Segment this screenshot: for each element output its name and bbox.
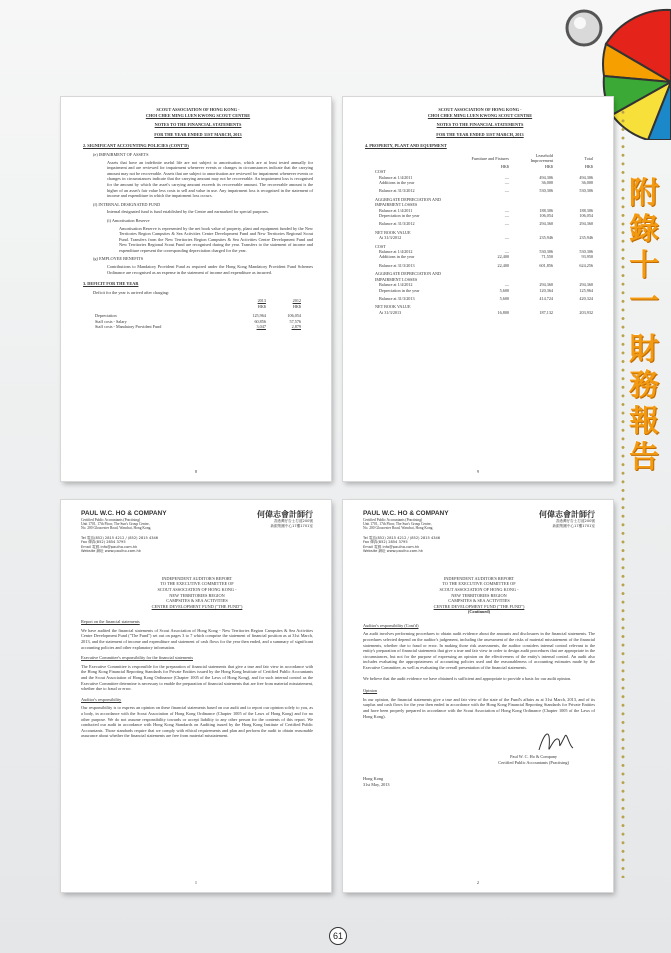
- table-row: Balance at 31/3/2012 — 530,306 530,306: [379, 188, 593, 194]
- table-row: Balance at 31/3/2012 — 294,360 294,360: [379, 221, 593, 227]
- table-row: Depreciation in the year 5,600 120,364 125,964: [379, 287, 593, 293]
- section-heading: Auditor's responsibility (Cont'd): [363, 622, 419, 628]
- page-heading: SCOUT ASSOCIATION OF HONG KONG -: [438, 107, 522, 112]
- page-number: 61: [329, 927, 347, 945]
- table-row: Additions in the year 22,400 71,550 93,950: [379, 254, 593, 260]
- table-row: Balance at 31/3/2013 22,400 601,856 624,256: [379, 262, 593, 268]
- section-heading: Auditor's responsibility: [81, 696, 122, 702]
- side-title-bottom: 財 務 報 告: [629, 332, 659, 475]
- section-heading: Executive Committee's responsibility for the financial statements: [81, 655, 193, 661]
- document-page-auditor-report-continued: PAUL W.C. HO & COMPANY Certified Public Accountants (Practising) Unit 1701, 17th Floor, The Sun's Group Centre, No. 200 Gloucester Road, Wanchai, Hong Kong. 何偉志會計師行 香港灣仔告士打道200號 新銀集團中心17樓1701室 Tel 電話(852) 2815 4212 / (852) 2815 4346 Fax 傳真(852) 2854 3795 Email 電郵 info@paulho.com.hk Website 網址 www.paulho.com.hk INDEPENDENT AUDITOR'S REPORT TO THE EXECUTIVE COMMITTEE OF SCOUT ASSOCIATION OF HONG KONG - NEW TERRITORIES REGION CAMPSITES & SEA ACTIVITIES CENTRE DEVELOPMENT FUND ("THE FUND") (Continued) Auditor's responsibility (Cont'd) An audit involves performing procedures to obtain audit evidence about the amounts and disclosures in the financial statements. The procedures selected depend on the auditor's judgement, including the assessment of the risks of material misstatement of the financial statements, whether due to fraud or error. In making those risk assessments, the auditor considers internal control relevant to the entity's preparation of financial statements that give a true and fair view in order to design audit procedures that are appropriate in the circumstances, but not for the purpose of expressing an opinion on the effectiveness of the entity's internal control. An audit also includes evaluating the appropriateness of accounting policies used and the reasonableness of accounting estimates made by the Executive Committee, as well as evaluating the overall presentation of the financial statements. We believe that the audit evidence we have obtained is sufficient and appropriate to provide a basis for our audit opinion. Opinion In our opinion, the financial statements give a true and fair view of the state of the Fund's affairs as at 31st March, 2013, and of its surplus and cash flows for the year then ended in accordance with the Hong Kong Financial Reporting Standards for Private Entities and have been properly prepared in accordance with the Scout Association of Hong Kong Ordinance (Chapter 1005 of the Laws of Hong Kong). Paul W. C. Ho & Company Certified Public Accountants (Practising) Hong Kong 31st May, 2013 2: [343, 500, 613, 892]
- document-page-ppe: SCOUT ASSOCIATION OF HONG KONG - CHOI CHEE MING LUEN KWONG SCOUT CENTRE NOTES TO THE FINANCIAL STATEMENTS FOR THE YEAR ENDED 31ST MARCH, 2013 4. PROPERTY, PLANT AND EQUIPMENT Furniture and Fixtures Leasehold Improvement Total HK$ HK$ HK$ COST Balance at 1/4/2011 — 494,306 494,306 Additions in the year — 36,000 36,000 Balance at 31/3/2012 — 530,306 530,306 AGGREGATE DEPRECIATION AND IMPAIRMENT LOSSES Balance at 1/4/2011 — 188,306 188,306 Depreciation in the year — 106,054 106,054 Balance at 31/3/2012 — 294,360 294,360 NET BOOK VALUE At 31/3/2012 — 235,946 235,946 COST Balance at 1/4/2012 — 530,306 530,306 Additions in the year 22,400 71,550 93,950 Balance at 31/3/2013 22,400 601,856 624,256 AGGREGATE DEPRECIATION AND IMPAIRMENT LOSSES Balance at 1/4/2012 — 294,360 294,360 Depreciation in the year 5,600 120,364 125,964 Balance at 31/3/2013 5,600 414,724 420,324 NET BOOK VALUE At 31/3/2013 16,800 187,132 203,932 9: [343, 97, 613, 481]
- table-row: Balance at 1/4/2012 — 530,306 530,306: [379, 249, 593, 255]
- page-footer-number: 9: [476, 469, 480, 475]
- contact-block: Tel 電話(852) 2815 4212 / (852) 2815 4346 Fax 傳真(852) 2854 3795 Email 電郵 info@paulho.com.hk Website 網址 www.paulho.com.hk: [81, 535, 159, 554]
- side-title-top: 附 錄 十 一: [629, 176, 659, 319]
- firm-name: PAUL W.C. HO & COMPANY: [81, 510, 167, 517]
- report-title: INDEPENDENT AUDITOR'S REPORT TO THE EXECUTIVE COMMITTEE OF SCOUT ASSOCIATION OF HONG KONG - NEW TERRITORIES REGION CAMPSITES & SEA ACTIVITIES CENTRE DEVELOPMENT FUND ("THE FUND"): [151, 575, 243, 609]
- table-row: Staff costs - Mandatory Provident Fund 3,047 2,879: [95, 324, 301, 330]
- deficit-table: 2013 2012 HK$ HK$ Depreciation 125,964 106,054 Staff costs - Salary 60,856 57,576 Staff costs - Mandatory Provident Fund 3,047 2,879: [95, 298, 301, 330]
- ppe-table: Furniture and Fixtures Leasehold Improvement Total HK$ HK$ HK$ COST Balance at 1/4/2011 — 494,306 494,306 Additions in the year — 36,000 36,000 Balance at 31/3/2012 — 530,306 530,306 AGGREGATE DEPRECIATION AND IMPAIRMENT LOSSES Balance at 1/4/2011 — 188,306 188,306 Depreciation in the year — 106,054 106,054 Balance at 31/3/2012 — 294,360 294,360 NET BOOK VALUE At 31/3/2012 — 235,946 235,946 COST Balance at 1/4/2012 — 530,306 530,306 Additions in the year 22,400 71,550 93,950 Balance at 31/3/2013 22,400 601,856 624,256 AGGREGATE DEPRECIATION AND IMPAIRMENT LOSSES Balance at 1/4/2012 — 294,360 294,360 Depreciation in the year 5,600 120,364 125,964 Balance at 31/3/2013 5,600 414,724 420,324 NET BOOK VALUE At 31/3/2013 16,800 187,132 203,932: [375, 152, 593, 315]
- table-row: Balance at 1/4/2011 — 188,306 188,306: [379, 207, 593, 213]
- page-footer-number: 1: [194, 880, 198, 886]
- table-row: NET BOOK VALUE: [375, 229, 411, 235]
- section-heading: 2. SIGNIFICANT ACCOUNTING POLICIES (CONT'D): [83, 143, 189, 149]
- firm-name-chinese: 何偉志會計師行: [257, 510, 313, 519]
- table-row: Balance at 1/4/2012 — 294,360 294,360: [379, 282, 593, 288]
- table-row: AGGREGATE DEPRECIATION AND IMPAIRMENT LOSSES: [375, 196, 442, 208]
- section-heading: Report on the financial statements: [81, 619, 140, 625]
- table-row: Depreciation 125,964 106,054: [95, 313, 301, 319]
- report-place-date: Hong Kong 31st May, 2013: [363, 776, 390, 787]
- page-footer-number: 2: [476, 880, 480, 886]
- table-row: NET BOOK VALUE: [375, 304, 411, 310]
- section-heading: Opinion: [363, 688, 378, 694]
- table-row: COST: [375, 169, 386, 175]
- dotted-divider: [619, 108, 627, 878]
- table-row: COST: [375, 243, 386, 249]
- page-footer-number: 8: [194, 469, 198, 475]
- firm-name-chinese: 何偉志會計師行: [539, 510, 595, 519]
- document-page-auditor-report: PAUL W.C. HO & COMPANY Certified Public Accountants (Practising) Unit 1701, 17th Floor, The Sun's Group Centre, No. 200 Gloucester Road, Wanchai, Hong Kong. 何偉志會計師行 香港灣仔告士打道200號 新銀集團中心17樓1701室 Tel 電話(852) 2815 4212 / (852) 2815 4346 Fax 傳真(852) 2854 3795 Email 電郵 info@paulho.com.hk Website 網址 www.paulho.com.hk INDEPENDENT AUDITOR'S REPORT TO THE EXECUTIVE COMMITTEE OF SCOUT ASSOCIATION OF HONG KONG - NEW TERRITORIES REGION CAMPSITES & SEA ACTIVITIES CENTRE DEVELOPMENT FUND ("THE FUND") Report on the financial statements We have audited the financial statements of Scout Association of Hong Kong - New Territories Region Campsites & Sea Activities Centre Development Fund ("The Fund") set out on pages 3 to 7 which comprise the statement of financial position as at 31st March, 2013, and the statement of income and expenditure and statement of cash flows for the year then ended, and a summary of significant accounting policies and other explanatory information. Executive Committee's responsibility for the financial statements The Executive Committee is responsible for the preparation of financial statements that give a true and fair view in accordance with the Hong Kong Financial Reporting Standards for Private Entities issued by the Hong Kong Institute of Certified Public Accountants and the Scout Association of Hong Kong Ordinance (Chapter 1005 of the Laws of Hong Kong), and for such internal control as the Executive Committee determine is necessary to enable the preparation of financial statements that are free from material misstatement, whether due to fraud or error. Auditor's responsibility Our responsibility is to express an opinion on these financial statements based on our audit and to report our opinion solely to you, as a body, in accordance with the Scout Association of Hong Kong Ordinance (Chapter 1005 of the Laws of Hong Kong) and for no other purpose. We do not assume responsibility towards or accept liability to any other person for the contents of this report. We conducted our audit in accordance with Hong Kong Standards on Auditing issued by the Hong Kong Institute of Certified Public Accountants. Those standards require that we comply with ethical requirements and plan and perform the audit to obtain reasonable assurance about whether the financial statements are free from material misstatement. 1: [61, 500, 331, 892]
- table-row: Staff costs - Salary 60,856 57,576: [95, 318, 301, 324]
- signature-mark: [535, 726, 575, 756]
- grey-ball-icon: [567, 11, 601, 45]
- report-title: INDEPENDENT AUDITOR'S REPORT TO THE EXECUTIVE COMMITTEE OF SCOUT ASSOCIATION OF HONG KONG - NEW TERRITORIES REGION CAMPSITES & SEA ACTIVITIES CENTRE DEVELOPMENT FUND ("THE FUND") (Continued): [433, 575, 525, 615]
- section-heading: 4. PROPERTY, PLANT AND EQUIPMENT: [365, 143, 447, 149]
- firm-name: PAUL W.C. HO & COMPANY: [363, 510, 449, 517]
- page-heading: SCOUT ASSOCIATION OF HONG KONG -: [156, 107, 240, 112]
- ppe-table-body: [373, 169, 595, 315]
- table-row: At 31/3/2013 16,800 187,132 203,932: [379, 309, 593, 315]
- section-heading: 3. DEFICIT FOR THE YEAR: [83, 281, 139, 287]
- contact-block: Tel 電話(852) 2815 4212 / (852) 2815 4346 Fax 傳真(852) 2854 3795 Email 電郵 info@paulho.com.hk Website 網址 www.paulho.com.hk: [363, 535, 441, 554]
- table-row: Additions in the year — 36,000 36,000: [379, 180, 593, 185]
- table-row: Depreciation in the year — 106,054 106,054: [379, 213, 593, 219]
- table-row: Balance at 31/3/2013 5,600 414,724 420,324: [379, 295, 593, 301]
- table-row: AGGREGATE DEPRECIATION AND IMPAIRMENT LOSSES: [375, 271, 442, 282]
- table-row: Balance at 1/4/2011 — 494,306 494,306: [379, 174, 593, 180]
- document-page-notes-policies: SCOUT ASSOCIATION OF HONG KONG - CHOI CHEE MING LUEN KWONG SCOUT CENTRE NOTES TO THE FINANCIAL STATEMENTS FOR THE YEAR ENDED 31ST MARCH, 2013 2. SIGNIFICANT ACCOUNTING POLICIES (CONT'D) (e) IMPAIRMENT OF ASSETS Assets that have an indefinite useful life are not subject to amortisation, which are at least tested annually for impairment and are reviewed for impairment whenever events or changes in circumstances indicate that the carrying amount may not be recoverable. Assets that are subject to amortisation are reviewed for impairment whenever events or changes in circumstances indicate that the carrying amount may not be recoverable. An impairment loss is recognised for the amount by which the asset's carrying amount exceeds its recoverable amount. The recoverable amount is the higher of an asset's fair value less costs to sell and value in use. Any impairment loss is recognised in the statement of income and expenditure in which the impairment loss occurs. (f) INTERNAL DESIGNATED FUND Internal designated fund is fund established by the Centre and earmarked for special purposes. (i) Amortisation Reserve Amortisation Reserve is represented by the net book value of property, plant and equipment funded by the New Territories Region Campsites & Sea Activities Centre Development Fund and New Territories Regional Scout Fund. Transfers from the New Territories Region Campsites & Sea Activities Centre Development Fund and New Territories Regional Scout Fund are recognised during the year. Transfers to the statement of income and expenditure represent the corresponding depreciation charged for the year. (g) EMPLOYEE BENEFITS Contributions to Mandatory Provident Fund as required under the Hong Kong Mandatory Provident Fund Schemes Ordinance are recognised as an expense in the statement of income and expenditure as incurred. 3. DEFICIT FOR THE YEAR Deficit for the year is arrived after charging: 2013 2012 HK$ HK$ Depreciation 125,964 106,054 Staff costs - Salary 60,856 57,576 Staff costs - Mandatory Provident Fund 3,047 2,879 8: [61, 97, 331, 481]
- table-row: At 31/3/2012 — 235,946 235,946: [379, 235, 593, 241]
